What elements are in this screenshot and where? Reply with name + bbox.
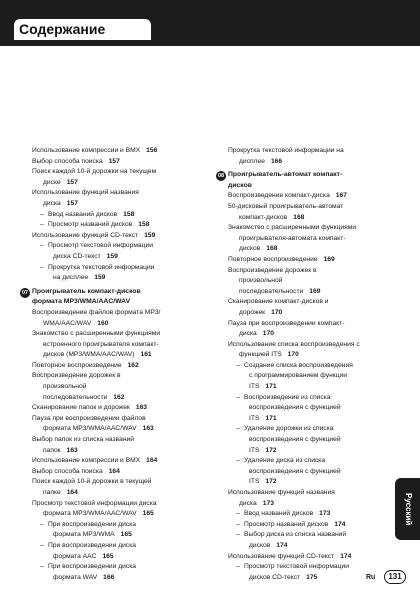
toc-entry-text: Сканирование компакт-дисков и (228, 298, 329, 306)
toc-entry[interactable] (32, 167, 222, 178)
toc-page-number: 163 (142, 425, 154, 433)
dash-bullet-icon: – (40, 221, 44, 229)
dash-bullet-icon: – (236, 563, 240, 571)
toc-entry-text: ITS (249, 414, 260, 422)
toc-entry-text: При воспроизведении диска (48, 520, 136, 528)
toc-entry[interactable] (228, 146, 394, 157)
toc-entry-text: дисков (MP3/WMA/AAC/WAV) (43, 351, 135, 359)
toc-page-number: 163 (66, 446, 78, 454)
toc-entry[interactable] (228, 456, 394, 467)
toc-entry-text: Использование списка воспроизведения с (228, 340, 360, 348)
toc-entry[interactable] (32, 403, 222, 414)
toc-entry-text: формата MP3/WMA/AAC/WAV (43, 425, 137, 433)
toc-entry[interactable] (32, 499, 222, 510)
toc-entry[interactable] (228, 403, 394, 414)
toc-entry-text: воспроизведения с функцией (249, 404, 341, 412)
toc-page-number: 157 (66, 199, 78, 207)
toc-section-heading-cont (32, 297, 222, 308)
toc-entry-text: Просмотр названий дисков (48, 221, 133, 229)
toc-page-number: 164 (66, 489, 78, 496)
toc-entry-text: Поиск каждой 10-й дорожки в текущей (32, 478, 152, 486)
toc-entry-text: Использование функций названия (228, 489, 335, 496)
toc-page-number: 156 (146, 147, 158, 154)
toc-entry-text: Знакомство с расширенными функциями (32, 330, 161, 338)
toc-entry-text: Удаление диска из списка (244, 457, 326, 465)
toc-entry[interactable] (32, 146, 222, 157)
toc-page-number: 172 (265, 446, 277, 454)
toc-entry[interactable] (228, 371, 394, 382)
toc-page-number: 159 (106, 252, 118, 260)
toc-entry[interactable] (228, 477, 394, 488)
toc-entry-text: диска (239, 330, 257, 338)
toc-entry[interactable] (228, 308, 394, 319)
toc-entry-text: Пауза при воспроизведении компакт- (228, 319, 345, 327)
toc-page-number: 174 (340, 552, 352, 560)
toc-entry[interactable] (228, 234, 394, 245)
toc-page-number: 165 (142, 510, 154, 518)
toc-entry-text: формата MP3/WMA (53, 531, 115, 539)
toc-entry[interactable] (228, 361, 394, 372)
page-number: 131 (384, 570, 406, 584)
toc-entry-text: диске (43, 178, 61, 186)
toc-entry[interactable] (228, 157, 394, 168)
toc-entry-text: Просмотр названий дисков (244, 520, 329, 528)
toc-entry-text: Повторное воспроизведение (228, 255, 318, 263)
toc-entry-text: дорожек (239, 308, 266, 316)
toc-entry[interactable] (32, 157, 222, 168)
toc-entry-text: формата MP3/WMA/AAC/WAV (43, 510, 137, 518)
toc-entry-text: последовательности (43, 393, 108, 401)
toc-page-number: 162 (113, 393, 125, 401)
dash-bullet-icon: – (40, 541, 44, 549)
toc-left-column (21, 146, 222, 583)
toc-entry[interactable] (228, 393, 394, 404)
toc-entry[interactable] (228, 202, 394, 213)
toc-entry-text: Знакомство с расширенными функциями (228, 224, 357, 232)
toc-entry[interactable] (32, 178, 222, 189)
toc-entry-text: последовательности (239, 287, 304, 295)
toc-entry-text: Воспроизведение компакт-диска (228, 192, 330, 200)
toc-entry-text: Прокрутка текстовой информации (48, 263, 155, 271)
toc-entry[interactable] (228, 530, 394, 541)
toc-entry-text: диска (43, 199, 61, 207)
dash-bullet-icon: – (40, 520, 44, 528)
toc-entry[interactable] (32, 382, 222, 393)
toc-entry-text: Пауза при воспроизведении файлов (32, 414, 146, 422)
toc-entry-text: Воспроизведение дорожек в (32, 372, 121, 380)
toc-page-number: 161 (140, 351, 152, 359)
toc-page-number: 157 (66, 178, 78, 186)
toc-entry[interactable] (228, 329, 394, 340)
toc-entry[interactable] (32, 520, 222, 531)
dash-bullet-icon: – (236, 457, 240, 465)
toc-entry[interactable] (228, 552, 394, 563)
toc-page-number: 159 (94, 274, 106, 282)
toc-page-number: 158 (123, 210, 135, 218)
toc-entry[interactable] (32, 263, 222, 274)
toc-entry[interactable] (32, 371, 222, 382)
toc-entry[interactable] (228, 276, 394, 287)
toc-entry-text: формата WAV (53, 573, 98, 581)
toc-entry[interactable] (32, 552, 222, 563)
toc-entry[interactable] (32, 477, 222, 488)
toc-entry[interactable] (32, 319, 222, 330)
toc-entry[interactable] (32, 220, 222, 231)
toc-entry[interactable] (32, 414, 222, 425)
toc-entry-text: Выбор способа поиска (32, 467, 103, 475)
dash-bullet-icon: – (236, 520, 240, 528)
toc-page-number: 170 (262, 330, 274, 338)
toc-entry-text: ITS (249, 478, 260, 486)
toc-entry-text: При воспроизведении диска (48, 541, 136, 549)
toc-entry-text: компакт-дисков (239, 213, 288, 221)
toc-page-number: 165 (102, 552, 114, 560)
toc-entry[interactable] (228, 340, 394, 351)
toc-entry-text: Использование компрессии и BMX (32, 457, 141, 465)
toc-entry[interactable] (32, 573, 222, 584)
toc-entry-text: диска CD-текст (53, 252, 101, 260)
toc-entry[interactable] (228, 414, 394, 425)
header-rule (0, 40, 420, 42)
toc-entry[interactable] (228, 266, 394, 277)
toc-entry-text: Выбор способа поиска (32, 157, 103, 165)
toc-page-number: 170 (271, 308, 283, 316)
dash-bullet-icon: – (236, 425, 240, 433)
toc-entry-text: произвольной (239, 277, 283, 285)
toc-page-number: 166 (270, 157, 283, 165)
toc-page-number: 174 (334, 520, 346, 528)
toc-entry-text: Использование функций названия (32, 189, 139, 197)
toc-entry[interactable] (228, 255, 394, 266)
footer-lang-code: Ru (366, 574, 376, 581)
toc-page-number: 157 (108, 157, 120, 165)
toc-entry[interactable] (228, 244, 394, 255)
toc-entry-text: Прокрутка текстовой информации на (228, 147, 344, 154)
toc-entry-text: дисков CD-текст (249, 573, 301, 581)
toc-entry-text: воспроизведения с функцией (249, 436, 341, 444)
toc-entry-text: Выбор диска из списка названий (244, 531, 347, 539)
toc-entry-text: При воспроизведении диска (48, 563, 136, 571)
toc-entry-text: Сканирование папок и дорожек (32, 404, 130, 412)
toc-entry[interactable] (32, 210, 222, 221)
toc-entry[interactable] (228, 562, 394, 573)
toc-entry-text: 50-дисковый проигрыватель-автомат (228, 202, 344, 210)
toc-entry-text: Ввод названий дисков (48, 210, 118, 218)
toc-entry[interactable] (228, 509, 394, 520)
toc-entry[interactable] (32, 530, 222, 541)
toc-entry[interactable] (32, 231, 222, 242)
toc-page-number: 166 (103, 573, 115, 581)
toc-page-number: 158 (138, 221, 150, 229)
toc-entry[interactable] (32, 467, 222, 478)
toc-page-number: 173 (262, 499, 274, 507)
toc-page-number: 164 (146, 457, 158, 465)
toc-entry[interactable] (32, 361, 222, 372)
toc-page-number: 162 (127, 361, 139, 369)
toc-page-number: 171 (265, 414, 277, 422)
toc-page-number: 171 (265, 383, 277, 391)
toc-entry[interactable] (32, 340, 222, 351)
dash-bullet-icon: – (40, 563, 44, 571)
toc-entry-text: Воспроизведение из списка (244, 393, 331, 401)
section-number-badge: 07 (21, 289, 29, 296)
toc-entry-text: Повторное воспроизведение (32, 361, 122, 369)
toc-page-number: 170 (287, 351, 299, 359)
toc-entry-text: с программированием функции (249, 372, 348, 380)
toc-entry-text: Воспроизведение файлов формата MP3/ (32, 308, 161, 316)
section-number-badge: 08 (217, 173, 225, 180)
toc-entry[interactable] (32, 393, 222, 404)
toc-entry[interactable] (228, 499, 394, 510)
toc-entry-text: Ввод названий дисков (244, 510, 314, 518)
section-title: Проигрыватель компакт-дисков (32, 287, 141, 295)
toc-entry[interactable] (32, 456, 222, 467)
toc-page-number: 173 (319, 510, 331, 518)
toc-entry-text: воспроизведения с функцией (249, 467, 341, 475)
toc-entry[interactable] (228, 319, 394, 330)
toc-entry[interactable] (32, 241, 222, 252)
toc-entry-text: Просмотр текстовой информации диска (32, 499, 157, 507)
toc-page-number: 168 (293, 213, 305, 221)
toc-entry-text: WMA/AAC/WAV (43, 319, 92, 327)
toc-entry-text: Просмотр текстовой информации (244, 563, 349, 571)
toc-right-column (217, 146, 394, 583)
toc-entry[interactable] (228, 287, 394, 298)
toc-entry[interactable] (32, 329, 222, 340)
toc-page-number: 169 (309, 287, 321, 295)
dash-bullet-icon: – (40, 210, 44, 218)
toc-entry[interactable] (228, 446, 394, 457)
toc-entry[interactable] (228, 297, 394, 308)
toc-entry-text: Поиск каждой 10-й дорожки на текущем (32, 168, 157, 176)
toc-entry[interactable] (32, 562, 222, 573)
section-title: формата MP3/WMA/AAC/WAV (32, 298, 131, 306)
dash-bullet-icon: – (236, 361, 240, 369)
toc-entry-text: Использование функций CD-текст (32, 231, 139, 239)
toc-entry-text: проигрывателя-автомата компакт- (239, 234, 346, 242)
section-title: Проигрыватель-автомат компакт- (228, 171, 343, 179)
page-title: Содержание (14, 19, 151, 40)
toc-page-number: 169 (323, 255, 335, 263)
toc-entry-text: Использование функций CD-текст (228, 552, 335, 560)
toc-entry-text: Удаление дорожки из списка (244, 425, 334, 433)
toc-entry[interactable] (228, 467, 394, 478)
toc-section-heading-cont (228, 181, 394, 192)
toc-entry-text: дисков (239, 245, 261, 253)
toc-page-number: 163 (135, 404, 148, 412)
toc-entry[interactable] (228, 191, 394, 202)
toc-entry-text: Выбор папок из списка названий (32, 436, 134, 444)
dash-bullet-icon: – (236, 510, 240, 518)
toc-entry[interactable] (32, 541, 222, 552)
toc-entry[interactable] (32, 509, 222, 520)
toc-entry[interactable] (32, 308, 222, 319)
toc-entry-text: формата AAC (53, 552, 97, 560)
toc-entry[interactable] (228, 213, 394, 224)
dash-bullet-icon: – (236, 531, 240, 539)
section-title: дисков (228, 181, 252, 189)
dash-bullet-icon: – (236, 393, 240, 401)
toc-entry[interactable] (32, 273, 222, 284)
toc-entry-text: дисков (249, 541, 271, 549)
toc-entry[interactable] (32, 252, 222, 263)
toc-page-number: 165 (120, 531, 132, 539)
toc-entry[interactable] (228, 223, 394, 234)
toc-entry-text: функцией ITS (239, 351, 282, 359)
toc-entry[interactable] (228, 350, 394, 361)
dash-bullet-icon: – (40, 242, 44, 250)
toc-entry-text: встроенного проигрывателя компакт- (43, 340, 159, 348)
toc-section-heading (217, 170, 394, 181)
toc-entry[interactable] (228, 520, 394, 531)
toc-entry-text: папке (43, 489, 61, 496)
toc-entry-text: ITS (249, 446, 260, 454)
toc-section-heading (21, 287, 222, 298)
toc-entry[interactable] (32, 350, 222, 361)
toc-entry-text: Воспроизведение дорожек в (228, 266, 317, 274)
toc-entry[interactable] (32, 424, 222, 435)
toc-entry[interactable] (228, 424, 394, 435)
toc-entry[interactable] (32, 188, 222, 199)
toc-entry[interactable] (228, 382, 394, 393)
toc-entry-text: Просмотр текстовой информации (48, 242, 153, 250)
toc-entry[interactable] (228, 435, 394, 446)
toc-page-number: 175 (306, 573, 318, 581)
toc-entry-text: диска (239, 499, 257, 507)
toc-entry-text: папок (43, 446, 61, 454)
toc-entry[interactable] (32, 446, 222, 457)
toc-page-number: 172 (265, 478, 277, 486)
toc-page-number: 164 (108, 467, 120, 475)
toc-entry-text: Создание списка воспроизведения (244, 361, 353, 369)
toc-page-number: 168 (266, 245, 278, 253)
toc-page-number: 159 (144, 231, 156, 239)
language-side-label: Русский (404, 492, 413, 526)
toc-page-number: 167 (335, 192, 347, 200)
toc-page-number: 174 (276, 541, 288, 549)
toc-entry[interactable] (228, 488, 394, 499)
toc-entry-text: дисплее (239, 157, 265, 165)
toc-page-number: 160 (97, 319, 109, 327)
toc-entry-text: на дисплее (53, 274, 89, 282)
toc-entry-text: произвольной (43, 383, 87, 391)
toc-entry[interactable] (228, 541, 394, 552)
toc-entry-text: ITS (249, 383, 260, 391)
dash-bullet-icon: – (40, 263, 44, 271)
toc-entry-text: Использование компрессии и BMX (32, 147, 141, 154)
toc-entry[interactable] (32, 488, 222, 499)
toc-entry[interactable] (32, 435, 222, 446)
toc-entry[interactable] (32, 199, 222, 210)
